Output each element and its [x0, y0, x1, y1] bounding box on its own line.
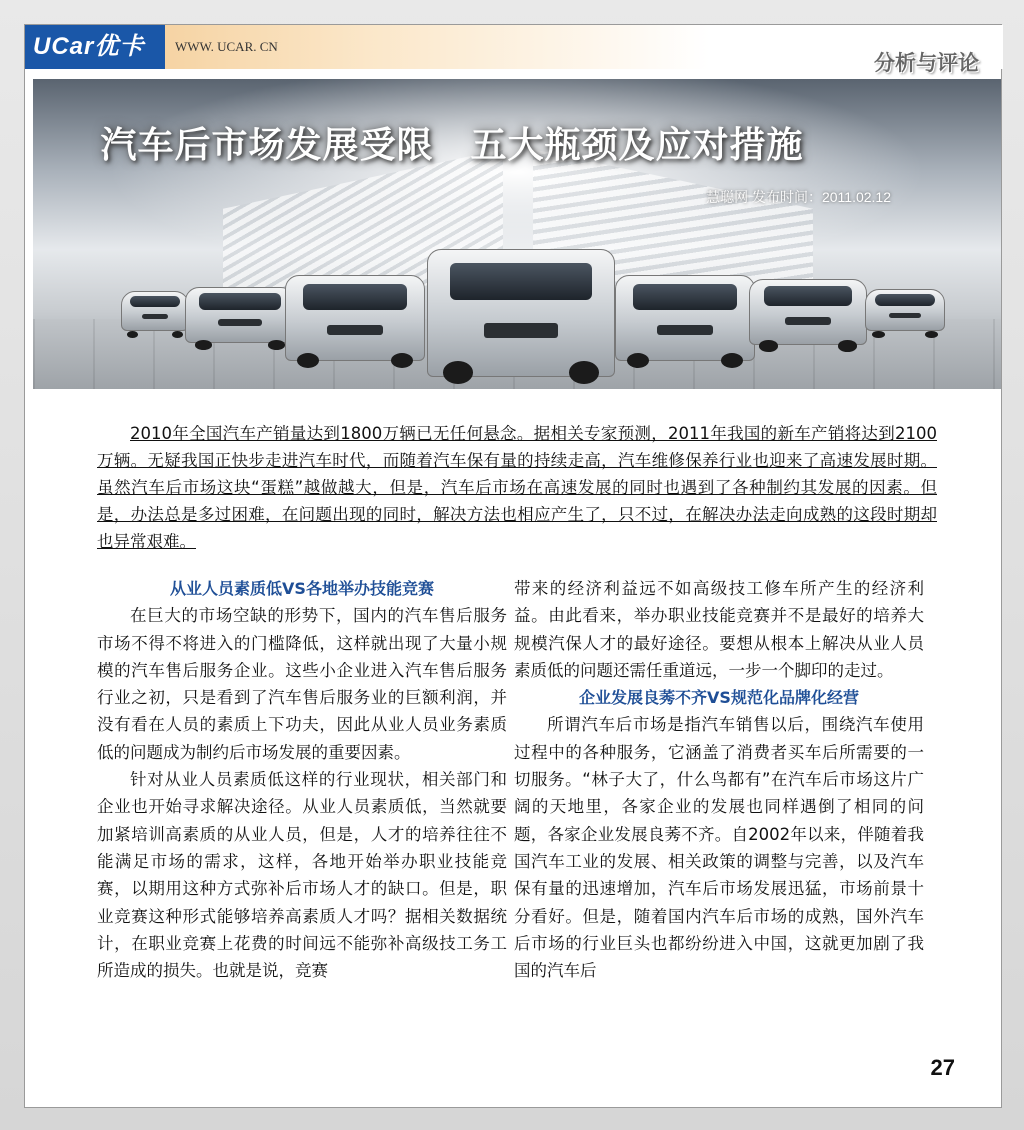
left-column — [97, 575, 507, 984]
section-label: 分析与评论 — [874, 51, 979, 75]
body-paragraph: 在巨大的市场空缺的形势下，国内的汽车售后服务市场不得不将进入的门槛降低，这样就出现了大量小规模的汽车售后服务企业。这些小企业进入汽车售后服务行业之初，只是看到了汽车售后服务业的巨额利润，并没有看在人员的素质上下功夫，因此从业人员业务素质低的问题成为制约后市场发展的重要因素。 — [97, 606, 507, 762]
body-paragraph: 针对从业人员素质低这样的行业现状，相关部门和企业也开始寻求解决途径。从业人员素质低，当然就要加紧培训高素质的从业人员，但是，人才的培养往往不能满足市场的需求，这样，各地开始举办职业技能竞赛，以期用这种方式弥补后市场人才的缺口。但是，职业竞赛这种形式能够培养高素质人才吗？据相关数据统计，在职业竞赛上花费的时间远不能弥补高级技工务工所造成的损失。也就是说，竞赛 — [97, 770, 507, 981]
van-image-main — [427, 249, 615, 377]
body-paragraph: 所谓汽车后市场是指汽车销售以后，围绕汽车使用过程中的各种服务，它涵盖了消费者买车后所需要的一切服务。“林子大了，什么鸟都有”在汽车后市场这片广阔的天地里，各家企业的发展也同样遇倒了相同的问题，各家企业发展良莠不齐。自2002年以来，伴随着我国汽车工业的发展、相关政策的调整与完善，以及汽车保有量的迅速增加，汽车后市场发展迅猛，市场前景十分看好。但是，随着国内汽车后市场的成熟，国外汽车后市场的行业巨头也都纷纷进入中国，这就更加剧了我国的汽车后 — [514, 715, 924, 981]
page-number: 27 — [930, 1055, 955, 1080]
van-image — [749, 279, 867, 345]
body-paragraph-continued: 带来的经济利益远不如高级技工修车所产生的经济利益。由此看来，举办职业技能竞赛并不是最好的培养大规模汽保人才的最好途径。要想从根本上解决从业人员素质低的问题还需任重道远，一步一个脚印的走过。 — [514, 579, 924, 680]
site-url: WWW. UCAR. CN — [175, 39, 278, 54]
article-title: 汽车后市场发展受限 五大瓶颈及应对措施 — [100, 125, 804, 166]
header-bar — [25, 25, 1003, 69]
section-heading-2: 企业发展良莠不齐VS规范化品牌化经营 — [579, 688, 859, 708]
hero-image — [33, 79, 1001, 389]
van-image — [185, 287, 295, 343]
van-image — [121, 291, 189, 331]
van-image — [615, 275, 755, 361]
section-heading-1: 从业人员素质低VS各地举办技能竞赛 — [170, 579, 434, 598]
van-image — [285, 275, 425, 361]
article-source-date: 慧聪网 发布时间：2011.02.12 — [706, 189, 891, 205]
right-column — [514, 575, 924, 984]
van-image — [865, 289, 945, 331]
ucar-logo: UCar优卡 — [25, 25, 165, 69]
magazine-page — [24, 24, 1002, 1108]
intro-paragraph: 2010年全国汽车产销量达到1800万辆已无任何悬念。据相关专家预测，2011年我国的新车产销将达到2100万辆。无疑我国正快步走进汽车时代，而随着汽车保有量的持续走高，汽车维修保养行业也迎来了高速发展时期。虽然汽车后市场这块“蛋糕”越做越大，但是，汽车后市场在高速发展的同时也遇到了各种制约其发展的因素。但是，办法总是多过困难，在问题出现的同时，解决方法也相应产生了，只不过，在解决办法走向成熟的这段时期却也异常艰难。 — [97, 424, 937, 551]
